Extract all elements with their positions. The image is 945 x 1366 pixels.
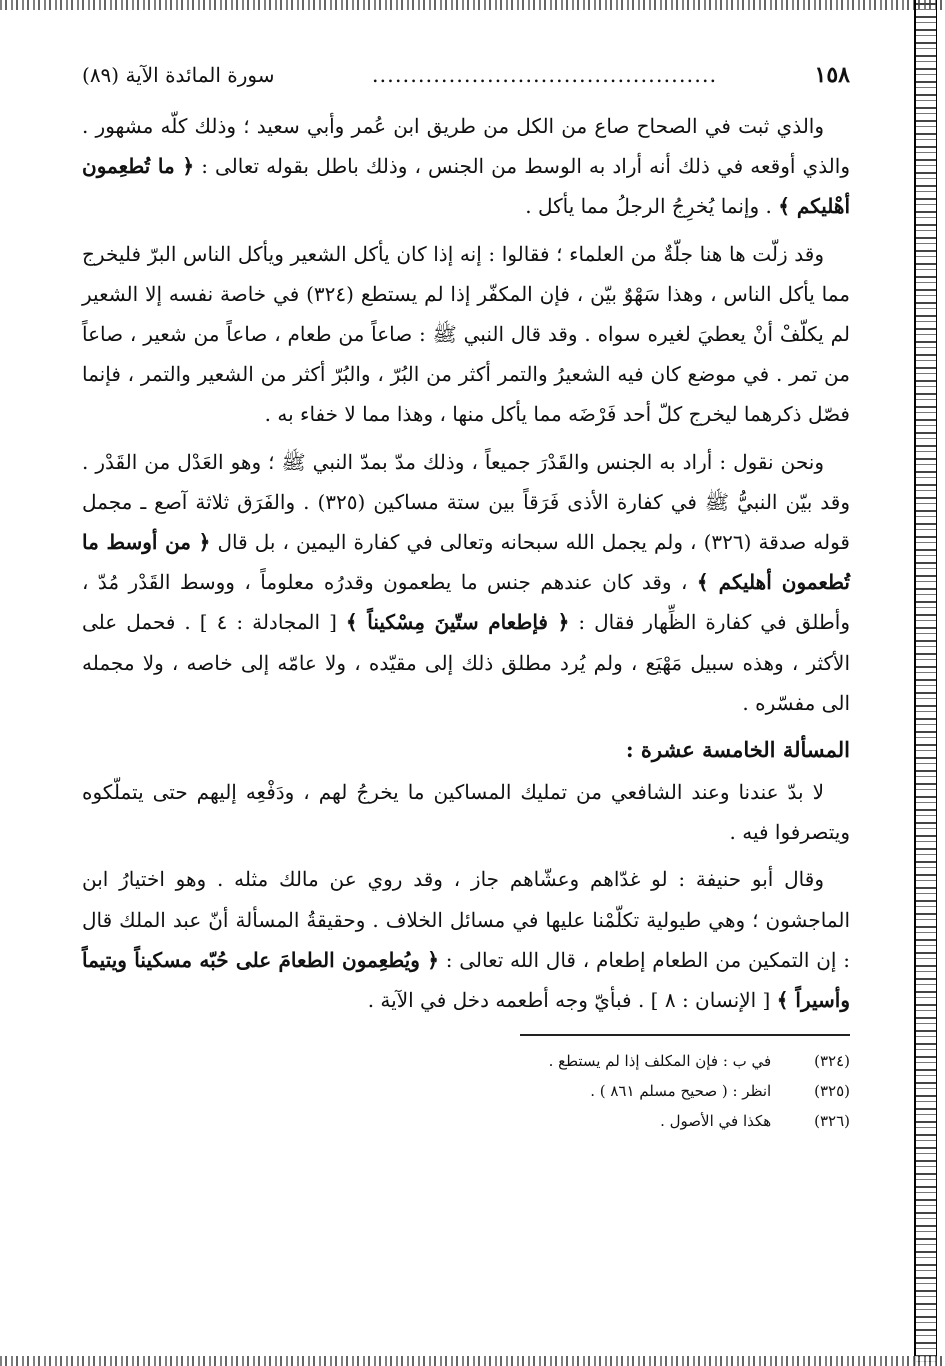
header-dots: ............................................. xyxy=(371,63,718,87)
page xyxy=(82,62,850,1136)
ornamental-border-bottom xyxy=(0,1356,945,1366)
running-header xyxy=(82,62,850,106)
quran-quote: ﴿ فإطعام ستّينَ مِسْكيناً ﴾ xyxy=(345,610,570,635)
paragraph-group-2 xyxy=(82,772,850,1020)
footnote xyxy=(82,1106,850,1136)
footnote-number: (٣٢٥) xyxy=(814,1082,850,1101)
paragraph xyxy=(82,106,850,227)
paragraph-text: وقال أبو حنيفة : لو غدّاهم وعشّاهم جاز ، وقد روي عن مالك مثله . وهو اختيارُ ابن الماجشون ؛ وهي طيولية تكلّمْنا عليها في مسائل الخلاف . وحقيقةُ المسألة أنّ عبد الملك قال : إن التمكين من الطعام إطعام ، قال الله تعالى : xyxy=(82,867,850,972)
paragraph xyxy=(82,234,850,435)
footnote-text: انظر : ( صحيح مسلم ٨٦١ ) . xyxy=(590,1082,772,1101)
ornamental-border-top xyxy=(0,0,945,10)
paragraph xyxy=(82,772,850,852)
paragraph-text: ، وقد كان عندهم جنس ما يطعمون وقدرُه معلوماً ، ووسط القَدْر مُدّ ، وأطلق في كفارة الظِّهار فقال : xyxy=(82,570,850,635)
ornamental-border-right xyxy=(914,0,937,1366)
footnote-text: هكذا في الأصول . xyxy=(660,1112,772,1131)
paragraph-text: . وإنما يُخرِجُ الرجلُ مما يأكل . xyxy=(525,194,779,219)
quran-quote: ﴿ ويُطعِمون الطعامَ على حُبّه مسكيناً ويتيماً وأسيراً ﴾ xyxy=(82,947,850,1013)
paragraph-group-1 xyxy=(82,106,850,723)
quran-quote: ﴿ من أوسط ما تُطعمون أهليكم ﴾ xyxy=(82,530,850,595)
header-title: سورة المائدة الآية (٨٩) xyxy=(82,63,275,87)
paragraph xyxy=(82,859,850,1020)
footnote xyxy=(82,1076,850,1106)
paragraph xyxy=(82,442,850,723)
footnote-number: (٣٢٦) xyxy=(814,1112,850,1131)
footnote xyxy=(82,1046,850,1076)
footnote-separator xyxy=(520,1034,850,1036)
paragraph-text: وقد زلّت ها هنا جلّةٌ من العلماء ؛ فقالوا : إنه إذا كان يأكل الشعير ويأكل الناس البرّ فليخرج مما يأكل الناس ، وهذا سَهْوٌ بيّن ، فإن المكفّر إذا لم يستطع (٣٢٤) في خاصة نفسه إلا الشعير لم يكلّفْ أنْ يعطيَ لغيره سواه . وقد قال النبي ﷺ : صاعاً من طعام ، صاعاً من شعير ، صاعاً من تمر . في موضع كان فيه الشعيرُ والتمر أكثر من البُرّ ، والبُرّ أكثر من الشعير والتمر ، فإنما فصّل ذكرهما ليخرج كلّ أحد فَرْضَه مما يأكل منها ، وهذا مما لا خفاء به . xyxy=(82,241,850,427)
section-heading: المسألة الخامسة عشرة : xyxy=(625,737,850,763)
paragraph-text: [ المجادلة : ٤ ] . فحمل على الأكثر ، وهذه سبيل مَهْيَع ، ولم يُرد مطلق ذلك إلى مقيّده ، ولا عامّه إلى خاصه ، ولا مجمله الى مفسّره . xyxy=(82,610,850,715)
paragraph-text: لا بدّ عندنا وعند الشافعي من تمليك المساكين ما يخرجُ لهم ، ودَفْعِه إليهم حتى يتملّكوه ويتصرفوا فيه . xyxy=(82,780,850,845)
paragraph-text: والذي ثبت في الصحاح صاع من الكل من طريق ابن عُمر وأبي سعيد ؛ وذلك كلّه مشهور . والذي أوقعه في ذلك أنه أراد به الوسط من الجنس ، وذلك باطل بقوله تعالى : xyxy=(82,114,850,179)
paragraph-text: ونحن نقول : أراد به الجنس والقَدْرَ جميعاً ، وذلك مدّ بمدّ النبي ﷺ ؛ وهو العَدْل من القَدْر . وقد بيّن النبيُّ ﷺ في كفارة الأذى فَرَقاً بين ستة مساكين (٣٢٥) . والفَرَق ثلاثة آصع ـ مجمل قوله صدقة (٣٢٦) ، ولم يجمل الله سبحانه وتعالى في كفارة اليمين ، بل قال xyxy=(82,449,850,555)
main-text xyxy=(82,106,850,1020)
footnote-number: (٣٢٤) xyxy=(814,1052,850,1071)
footnotes xyxy=(82,1046,850,1136)
page-number: ١٥٨ xyxy=(814,62,850,88)
quran-quote: ﴿ ما تُطعِمون أهْليكم ﴾ xyxy=(82,154,850,219)
paragraph-text: [ الإنسان : ٨ ] . فبأيّ وجه أطعمه دخل في الآية . xyxy=(367,988,777,1013)
footnote-text: في ب : فإن المكلف إذا لم يستطع . xyxy=(548,1052,772,1071)
